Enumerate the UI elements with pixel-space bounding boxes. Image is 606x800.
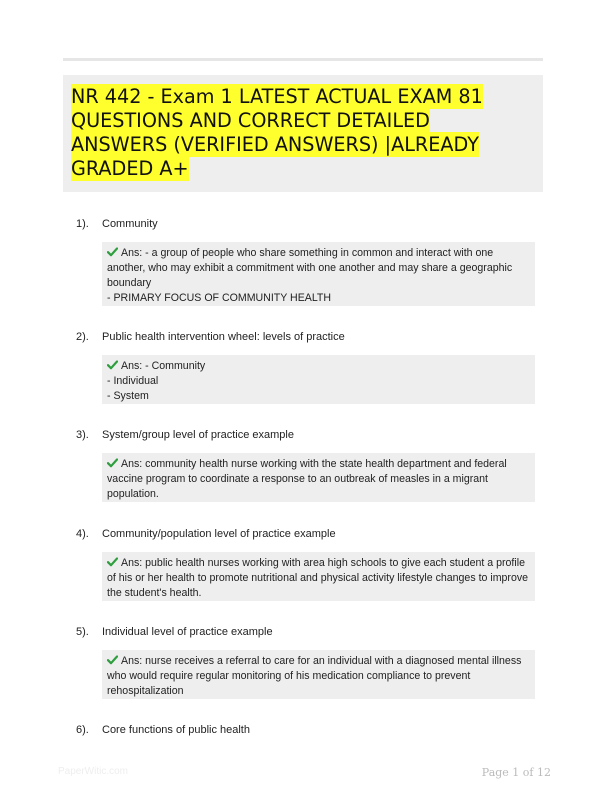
question-text: Community/population level of practice example: [102, 528, 336, 540]
question-number: 2).: [76, 331, 89, 343]
question-text: Public health intervention wheel: levels of practice: [102, 331, 345, 343]
answer-text: Ans: - a group of people who share something in common and interact with one another, who may exhibit a commitment with one another and may share a geographic boundary - PRIMARY FOCUS OF COMMUNITY HEALTH: [107, 247, 513, 304]
answer-box: [102, 355, 535, 404]
answer-box: [102, 453, 535, 502]
document-title: [71, 85, 531, 181]
question-number: 3).: [76, 429, 89, 441]
answer-text: Ans: - Community - Individual - System: [107, 360, 206, 402]
check-icon: [107, 360, 118, 370]
check-icon: [107, 458, 118, 468]
title-banner: [63, 75, 543, 192]
answer-box: [102, 650, 535, 699]
answer-text: Ans: public health nurses working with area high schools to give each student a profile of his or her health to promote nutritional and physical activity lifestyle changes to improve the student's health.: [107, 557, 529, 599]
page-number: Page 1 of 12: [481, 766, 551, 779]
answer-text: Ans: nurse receives a referral to care for an individual with a diagnosed mental illness who would require regular monitoring of his medication compliance to prevent rehospitalization: [107, 655, 522, 697]
check-icon: [107, 655, 118, 665]
title-highlight: NR 442 - Exam 1 LATEST ACTUAL EXAM 81 QUESTIONS AND CORRECT DETAILED ANSWERS (VERIFIED ANSWERS) |ALREADY GRADED A+: [71, 85, 483, 180]
question-number: 5).: [76, 626, 89, 638]
check-icon: [107, 557, 118, 567]
question-text: Core functions of public health: [102, 724, 250, 736]
question-number: 6).: [76, 724, 89, 736]
answer-box: [102, 242, 535, 306]
answer-box: [102, 552, 535, 601]
footer-site-watermark: PaperWitic.com: [58, 766, 129, 777]
answer-text: Ans: community health nurse working with the state health department and federal vaccine program to coordinate a response to an outbreak of measles in a migrant population.: [107, 458, 507, 500]
top-divider: [63, 58, 543, 61]
question-text: System/group level of practice example: [102, 429, 294, 441]
question-number: 1).: [76, 218, 89, 230]
question-number: 4).: [76, 528, 89, 540]
question-text: Community: [102, 218, 158, 230]
question-text: Individual level of practice example: [102, 626, 273, 638]
check-icon: [107, 247, 118, 257]
